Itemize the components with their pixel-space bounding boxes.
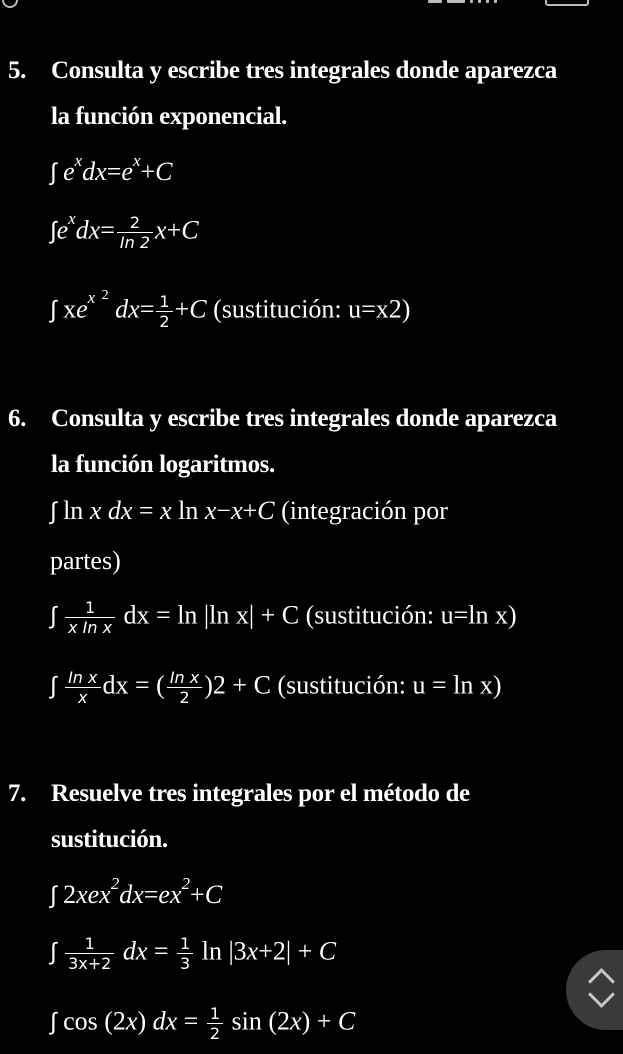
question-text-line-2: sustitución.	[51, 826, 168, 853]
question-number: 5.	[8, 57, 26, 84]
note-integration-parts: (integración por	[281, 496, 448, 525]
question-text-line-1: Consulta y escribe tres integrales donde aparezca	[51, 57, 557, 84]
question-text-line-1: Resuelve tres integrales por el método de	[51, 780, 470, 807]
note-substitution: (sustitución: u=x2)	[213, 294, 411, 324]
question-text-line-1: Consulta y escribe tres integrales donde aparezca	[51, 405, 557, 432]
formula-sub-1: ∫ $2xex^2dx=ex^2+C$	[50, 874, 223, 909]
formula-sub-2: ∫ $\frac{1}{3x+2}$ dx = $\frac{1}{3}$ ln |3x+2| + C	[50, 934, 337, 973]
note-integration-parts-cont: partes)	[50, 546, 121, 575]
formula-log-3: ∫ $\frac{\text{In x}}{x}$ dx = ( $\frac{\text{In x}}{2}$ )2 + C (sustitución: u = ln x)	[50, 668, 502, 707]
question-text-line-2: la función exponencial.	[51, 103, 287, 130]
battery-icon	[545, 0, 589, 6]
note-substitution: (sustitución: u = ln x)	[277, 670, 502, 700]
signal-icons	[428, 0, 497, 3]
formula-log-1-cont	[50, 546, 121, 576]
formula-exp-1: ∫ $e^xdx=e^x+C$	[50, 151, 173, 186]
question-number: 7.	[8, 780, 26, 807]
formula-sub-3: ∫ cos (2x) dx = $\frac{1}{2}$ sin (2x) + C	[50, 1004, 356, 1043]
status-circle-icon	[2, 0, 18, 8]
formula-log-1: ∫ ln x dx = x ln x−x+C (integración por	[50, 496, 448, 525]
formula-log-2: ∫ $\frac{1}{\text{x In x}}$ dx = ln |ln x| + C (sustitución: u=ln x)	[50, 598, 517, 637]
formula-exp-3: ∫ $xe^x$ $^2$ dx= $\frac{1}{2}$ +C (sustitución: u=x2)	[50, 288, 411, 331]
question-text-line-2: la función logaritmos.	[51, 451, 275, 478]
question-number: 6.	[8, 405, 26, 432]
note-substitution: (sustitución: u=ln x)	[305, 600, 517, 630]
formula-exp-2: $\int e^xdx=$ $\frac{2}{In 2}$ x+C	[50, 209, 199, 252]
status-bar	[0, 0, 623, 8]
